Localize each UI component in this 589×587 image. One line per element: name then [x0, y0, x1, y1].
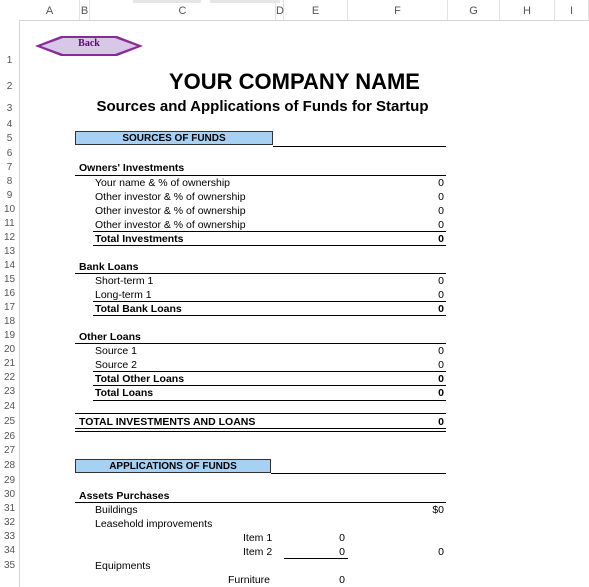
- row-header[interactable]: 16: [3, 288, 16, 299]
- row-header[interactable]: 12: [3, 232, 16, 243]
- owners-item-value[interactable]: 0: [438, 191, 444, 203]
- divider: [93, 245, 446, 246]
- sources-of-funds-banner: SOURCES OF FUNDS: [75, 131, 273, 145]
- owners-item-label: Other investor & % of ownership: [95, 191, 246, 203]
- row-header[interactable]: 35: [3, 560, 16, 571]
- item-2-label: Item 2: [243, 546, 273, 558]
- divider: [93, 315, 446, 316]
- row-header[interactable]: 3: [6, 103, 13, 114]
- column-header-g[interactable]: G: [448, 0, 500, 20]
- back-button-label: Back: [78, 38, 100, 49]
- total-investments-and-loans-label: TOTAL INVESTMENTS AND LOANS: [79, 416, 256, 428]
- bank-loans-heading: Bank Loans: [79, 261, 139, 273]
- row-header[interactable]: 20: [3, 344, 16, 355]
- column-header-f[interactable]: F: [348, 0, 448, 20]
- column-header-i[interactable]: I: [555, 0, 589, 20]
- owners-investments-heading: Owners' Investments: [79, 162, 185, 174]
- total-other-loans-value: 0: [438, 373, 444, 385]
- total-loans-value: 0: [438, 387, 444, 399]
- bank-item-value[interactable]: 0: [438, 289, 444, 301]
- total-investments-and-loans-value: 0: [438, 416, 444, 428]
- row-header[interactable]: 34: [3, 545, 16, 556]
- total-loans-label: Total Loans: [95, 387, 154, 399]
- row-header[interactable]: 11: [4, 218, 15, 229]
- equipments-label: Equipments: [95, 560, 151, 572]
- owners-item-label: Your name & % of ownership: [95, 177, 231, 189]
- row-header[interactable]: 23: [3, 386, 16, 397]
- assets-purchases-heading: Assets Purchases: [79, 490, 170, 502]
- row-header[interactable]: 14: [3, 260, 16, 271]
- row-header[interactable]: 28: [3, 460, 16, 471]
- row-header[interactable]: 19: [3, 330, 16, 341]
- row-header[interactable]: 18: [3, 316, 16, 327]
- total-bank-loans-label: Total Bank Loans: [95, 303, 182, 315]
- column-header-h[interactable]: H: [500, 0, 555, 20]
- column-header-c[interactable]: C: [90, 0, 276, 20]
- divider: [273, 146, 446, 147]
- row-header[interactable]: 5: [6, 133, 13, 144]
- row-header[interactable]: 8: [6, 176, 13, 187]
- bank-item-label: Long-term 1: [95, 289, 152, 301]
- buildings-value[interactable]: $0: [432, 504, 444, 516]
- divider: [284, 558, 348, 559]
- sheet-tab-strip-2: [210, 0, 280, 3]
- owners-item-value[interactable]: 0: [438, 219, 444, 231]
- divider: [75, 413, 446, 414]
- row-header[interactable]: 21: [3, 358, 16, 369]
- row-header[interactable]: 32: [3, 517, 16, 528]
- row-header[interactable]: 6: [6, 148, 13, 159]
- furniture-label: Furniture: [228, 574, 271, 586]
- other-item-value[interactable]: 0: [438, 359, 444, 371]
- row-header[interactable]: 26: [3, 431, 16, 442]
- sheet-tab-strip: [133, 0, 201, 3]
- row-header[interactable]: 17: [3, 302, 16, 313]
- furniture-value[interactable]: 0: [339, 574, 345, 586]
- column-header-d[interactable]: D: [276, 0, 284, 20]
- row-header[interactable]: 4: [6, 119, 13, 130]
- double-underline: [75, 428, 446, 432]
- other-item-label: Source 2: [95, 359, 138, 371]
- row-header[interactable]: 27: [3, 445, 16, 456]
- leasehold-total-value: 0: [438, 546, 444, 558]
- row-header[interactable]: 30: [3, 489, 16, 500]
- item-1-value[interactable]: 0: [339, 532, 345, 544]
- total-investments-value: 0: [438, 233, 444, 245]
- owners-item-label: Other investor & % of ownership: [95, 205, 246, 217]
- row-header[interactable]: 7: [6, 162, 13, 173]
- other-item-label: Source 1: [95, 345, 138, 357]
- row-header[interactable]: 22: [3, 372, 16, 383]
- report-subtitle: Sources and Applications of Funds for Startup: [96, 98, 429, 115]
- total-bank-loans-value: 0: [438, 303, 444, 315]
- row-header[interactable]: 33: [3, 531, 16, 542]
- back-button[interactable]: [33, 35, 145, 57]
- leasehold-improvements-label: Leasehold improvements: [95, 518, 213, 530]
- item-1-label: Item 1: [243, 532, 273, 544]
- owners-item-value[interactable]: 0: [438, 205, 444, 217]
- row-header[interactable]: 25: [3, 416, 16, 427]
- row-header[interactable]: 31: [3, 503, 16, 514]
- row-header[interactable]: 29: [3, 475, 16, 486]
- row-header[interactable]: 9: [6, 190, 13, 201]
- buildings-label: Buildings: [95, 504, 138, 516]
- owners-item-value[interactable]: 0: [438, 177, 444, 189]
- column-header-b[interactable]: B: [80, 0, 90, 20]
- divider: [93, 400, 446, 401]
- owners-item-label: Other investor & % of ownership: [95, 219, 246, 231]
- total-other-loans-label: Total Other Loans: [95, 373, 185, 385]
- row-header[interactable]: 1: [6, 55, 13, 66]
- divider: [271, 473, 446, 474]
- column-header-a[interactable]: A: [20, 0, 80, 20]
- row-header[interactable]: 13: [3, 246, 16, 257]
- item-2-value[interactable]: 0: [339, 546, 345, 558]
- column-header-bar: [0, 0, 589, 21]
- column-header-e[interactable]: E: [284, 0, 348, 20]
- total-investments-label: Total Investments: [95, 233, 184, 245]
- applications-of-funds-banner: APPLICATIONS OF FUNDS: [75, 459, 271, 473]
- bank-item-value[interactable]: 0: [438, 275, 444, 287]
- row-header[interactable]: 24: [3, 401, 16, 412]
- row-header[interactable]: 15: [3, 274, 16, 285]
- other-item-value[interactable]: 0: [438, 345, 444, 357]
- other-loans-heading: Other Loans: [79, 331, 141, 343]
- row-header[interactable]: 2: [6, 81, 13, 92]
- company-name-title: YOUR COMPANY NAME: [169, 69, 420, 94]
- bank-item-label: Short-term 1: [95, 275, 154, 287]
- row-header[interactable]: 10: [3, 204, 16, 215]
